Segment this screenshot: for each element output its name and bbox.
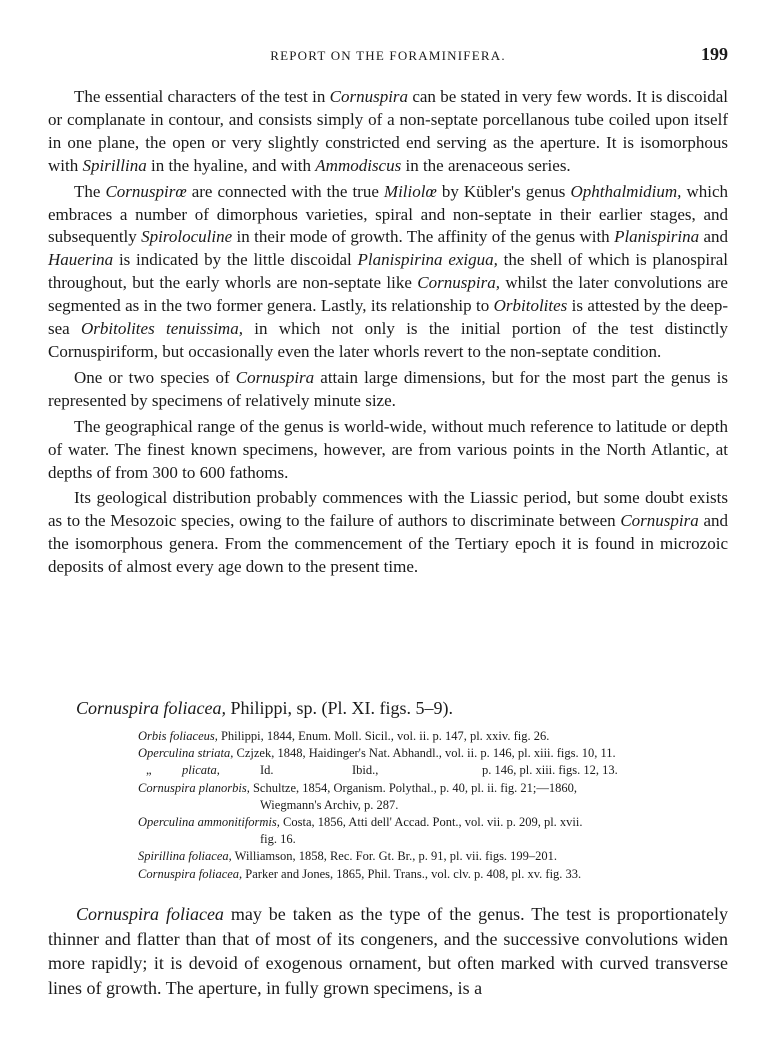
synonymy-entry-continuation: Wiegmann's Archiv, p. 287.: [260, 797, 399, 812]
species-description: [48, 902, 728, 1003]
paragraph-essential-characters: The essential characters of the test in Cornuspira can be stated in very few words. It is discoidal or complanate in contour, and consists simply of a non-septate porcellanous tube coiled upon itself in one plane, the open or very slightly constricted end serving as the aperture. It is isomorphous with Spirillina in the hyaline, and with Ammodiscus in the arenaceous series.: [48, 87, 729, 175]
synonymy-entry: Operculina ammonitiformis, Costa, 1856, Atti dell' Accad. Pont., vol. vii. p. 209, pl. xvii.: [138, 815, 583, 830]
synonymy-entry-continuation: fig. 16.: [260, 832, 296, 847]
synonymy-entry: Cornuspira planorbis, Schultze, 1854, Organism. Polythal., p. 40, pl. ii. fig. 21;—1860,: [138, 780, 578, 795]
synonymy-entry: Cornuspira foliacea, Parker and Jones, 1865, Phil. Trans., vol. clv. p. 408, pl. xv. fig. 33.: [138, 866, 582, 881]
body-text: [48, 86, 728, 582]
synonymy-entry: Orbis foliaceus, Philippi, 1844, Enum. Moll. Sicil., vol. ii. p. 147, pl. xxiv. fig. 26.: [138, 729, 550, 743]
species-heading: Cornuspira foliacea, Philippi, sp. (Pl. XI. figs. 5–9).: [76, 698, 454, 718]
paragraph-description: Cornuspira foliacea may be taken as the type of the genus. The test is proportionately thinner and flatter than that of most of its congeners, and the successive convolutions widen more rapidly; it is devoid of exogenous ornament, but often marked with curved transverse lines of growth. The aperture, in fully grown specimens, is a: [48, 904, 728, 998]
synonymy-entry: Operculina striata, Czjzek, 1848, Haidinger's Nat. Abhandl., vol. ii. p. 146, pl. xiii. figs. 10, 11.: [138, 746, 616, 761]
synonymy-list: [138, 728, 734, 883]
paragraph-geological-distribution: Its geological distribution probably commences with the Liassic period, but some doubt exists as to the Mesozoic species, owing to the failure of authors to discriminate between Cornuspira and the isomorphous genera. From the commencement of the Tertiary epoch it is found in microzoic deposits of almost every age down to the present time.: [48, 488, 729, 577]
page-number: 199: [701, 44, 728, 64]
paragraph-geographical-range: The geographical range of the genus is world-wide, without much reference to latitude or depth of water. The finest known specimens, however, are from various points in the North Atlantic, at depths of from 300 to 600 fathoms.: [48, 416, 728, 482]
paragraph-dimensions: One or two species of Cornuspira attain large dimensions, but for the most part the genus is represented by specimens of relatively minute size.: [48, 367, 728, 410]
running-title: REPORT ON THE FORAMINIFERA.: [270, 48, 506, 63]
synonymy-entry: Spirillina foliacea, Williamson, 1858, Rec. For. Gt. Br., p. 91, pl. vii. figs. 199–201.: [138, 849, 558, 864]
page-header: [48, 44, 728, 68]
paragraph-affinities: The Cornuspirœ are connected with the true Miliolœ by Kübler's genus Ophthalmidium, which embraces a number of dimorphous varieties, spiral and non-septate in their earlier stages, and subsequently Spiroloculine in their mode of growth. The affinity of the genus with Planispirina and Hauerina is indicated by the little discoidal Planispirina exigua, the shell of which is planospiral throughout, but the early whorls are non-septate like Cornuspira, whilst the later convolutions are segmented as in the two former genera. Lastly, its relationship to Orbitolites is attested by the deep-sea Orbitolites tenuissima, in which not only is the initial portion of the test distinctly Cornuspiriform, but occasionally even the later whorls revert to the non-septate condition.: [48, 181, 729, 361]
synonymy-entry: „ plicata, Id. Ibid., p. 146, pl. xiii. figs. 12, 13.: [146, 763, 618, 778]
species-name: Cornuspira foliacea,: [76, 698, 227, 718]
